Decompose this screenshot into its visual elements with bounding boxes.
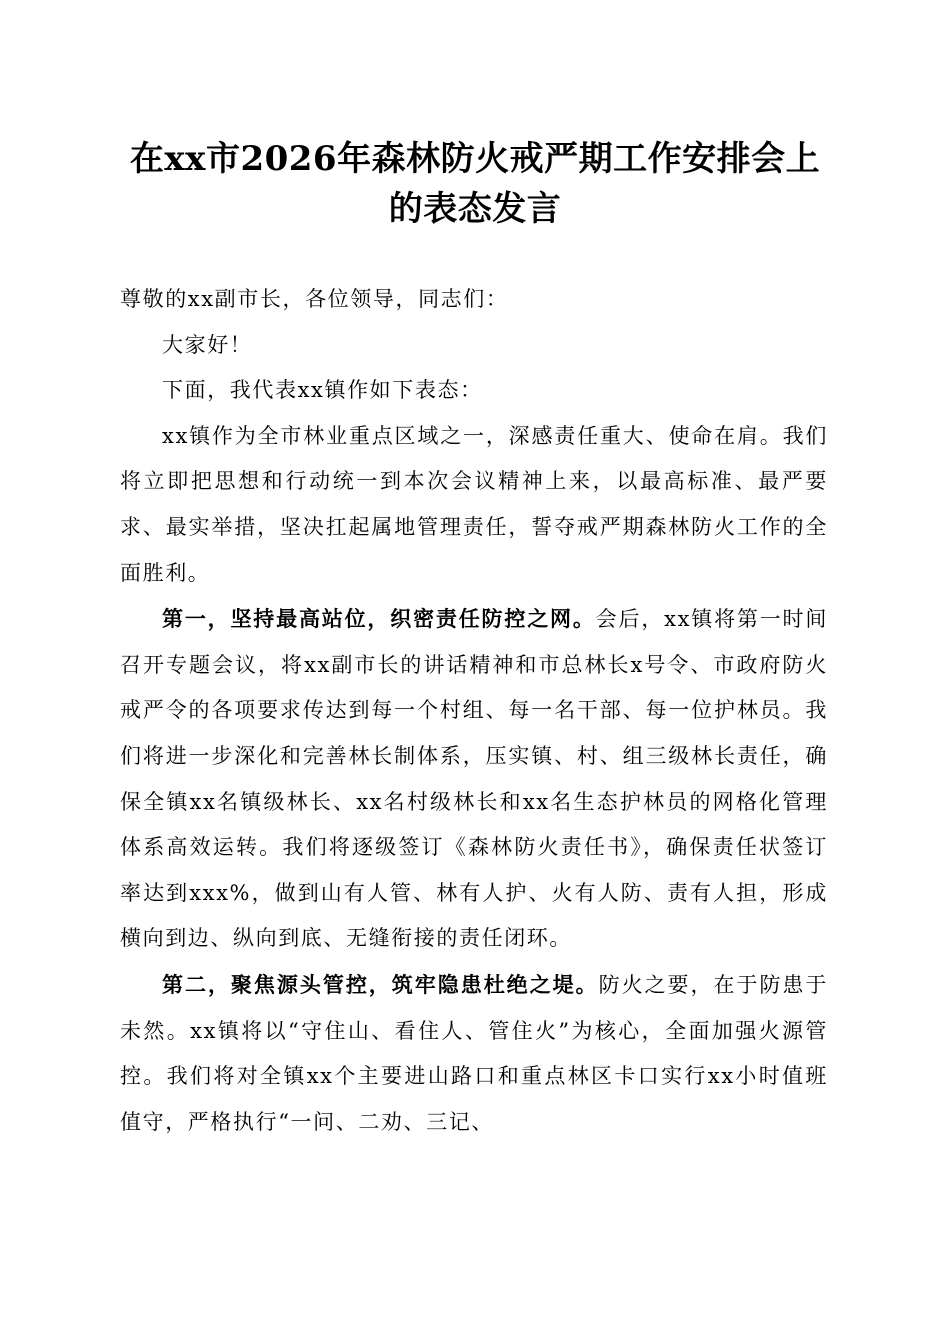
document-title [100, 134, 850, 234]
section-paragraph-1 [120, 596, 828, 962]
section-2-text: 防火之要，在于防患于未然。xx镇将以“守住山、看住人、管住火”为核心，全面加强火源管控。我们将对全镇xx个主要进山路口和重点林区卡口实行xx小时值班值守，严格执行“一问、二劝、三记、 [120, 972, 828, 1134]
section-1-text: 会后，xx镇将第一时间召开专题会议，将xx副市长的讲话精神和市总林长x号令、市政府防火戒严令的各项要求传达到每一个村组、每一名干部、每一位护林员。我们将进一步深化和完善林长制体系，压实镇、村、组三级林长责任，确保全镇xx名镇级林长、xx名村级林长和xx名生态护林员的网格化管理体系高效运转。我们将逐级签订《森林防火责任书》，确保责任状签订率达到xxx%，做到山有人管、林有人护、火有人防、责有人担，形成横向到边、纵向到底、无缝衔接的责任闭环。 [120, 607, 828, 951]
opening-paragraph: xx镇作为全市林业重点区域之一，深感责任重大、使命在肩。我们将立即把思想和行动统一到本次会议精神上来，以最高标准、最严要求、最实举措，坚决扛起属地管理责任，誓夺戒严期森林防火工作的全面胜利。 [120, 423, 828, 585]
title-line-2: 的表态发言 [388, 189, 562, 229]
section-1-lead: 第一，坚持最高站位，织密责任防控之网。 [162, 606, 596, 632]
greeting: 大家好！ [162, 332, 253, 357]
section-paragraph-2 [120, 962, 828, 1145]
section-2-lead: 第二，聚焦源头管控，筑牢隐患杜绝之堤。 [162, 971, 599, 997]
title-line-1: 在xx市2026年森林防火戒严期工作安排会上 [129, 139, 821, 179]
intro-paragraph: 下面，我代表xx镇作如下表态： [162, 378, 483, 403]
salutation: 尊敬的xx副市长，各位领导，同志们： [120, 287, 509, 311]
document-body [120, 277, 828, 1145]
